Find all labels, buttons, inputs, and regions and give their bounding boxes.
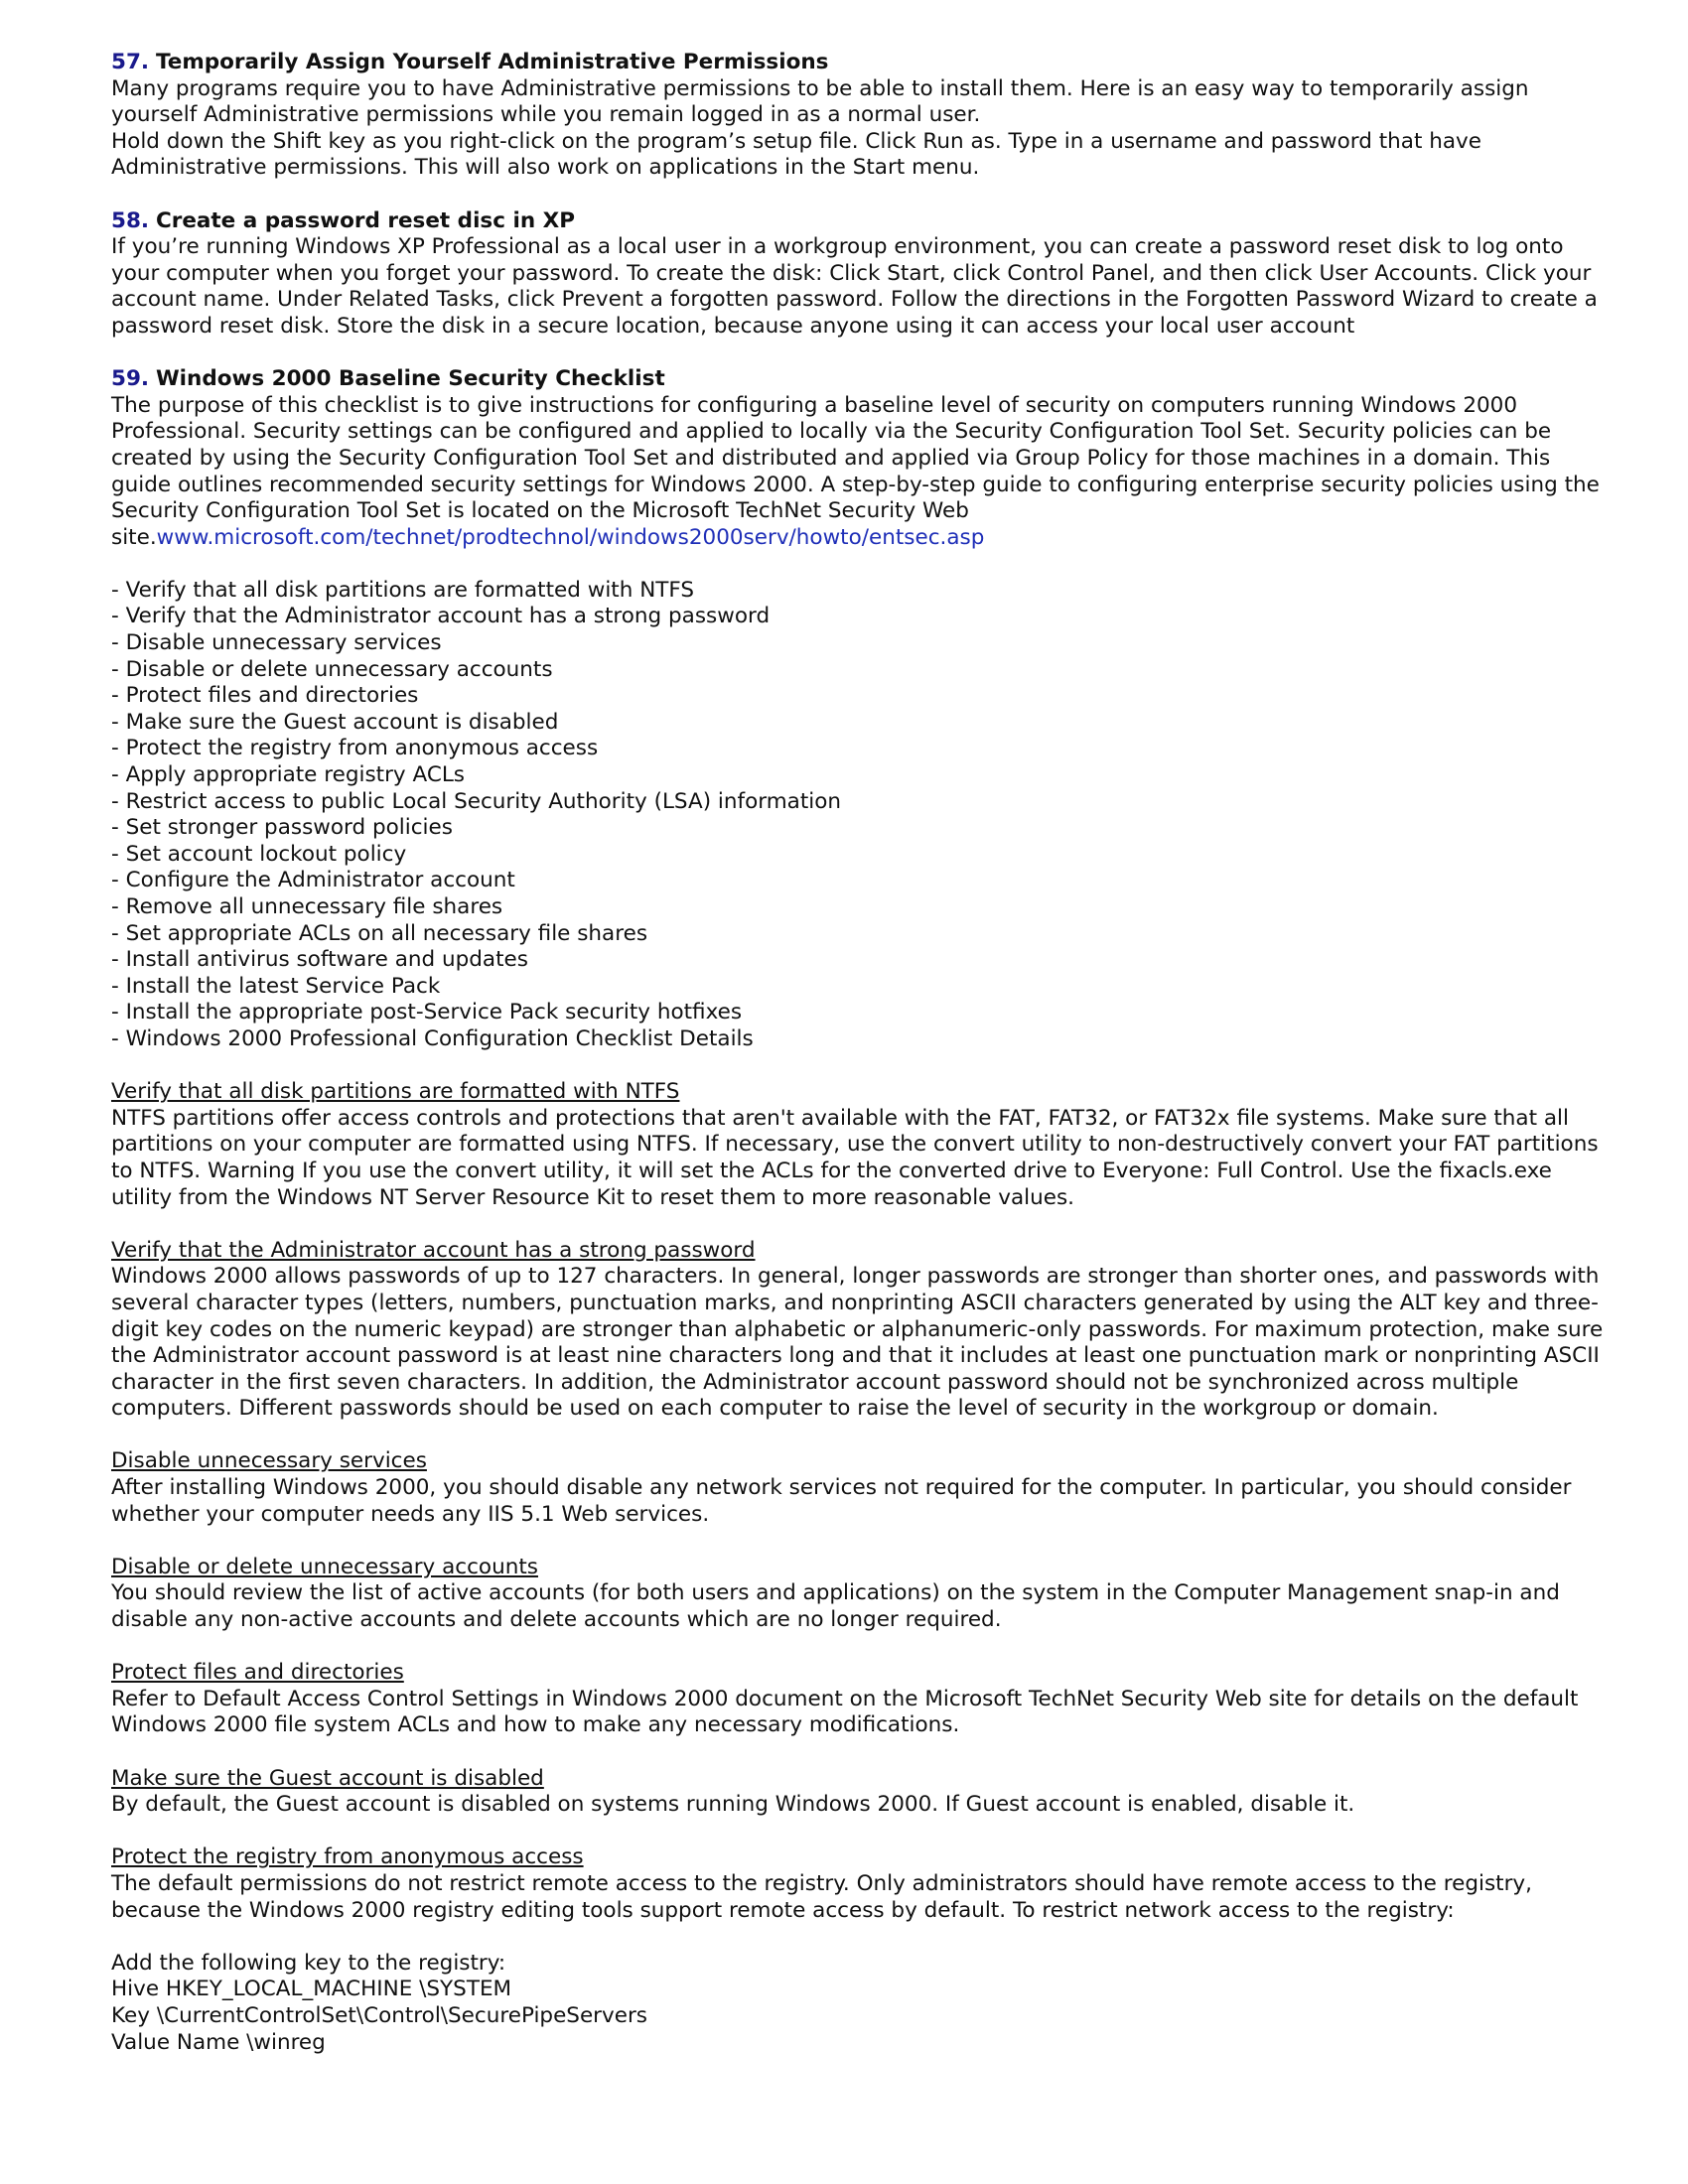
registry-line: Hive HKEY_LOCAL_MACHINE \SYSTEM (111, 1977, 512, 2002)
checklist-item: - Set stronger password policies (111, 815, 453, 841)
tip-intro-text: The purpose of this checklist is to give instructions for configuring a baseline level of security on computers running Windows 2000 Professional. Security settings can be configured and applied to locally via the Security Configuration Tool Set. Security policies can be created by using the Security Configuration Tool Set and distributed and applied via Group Policy for those machines in a domain. This guide outlines recommended security settings for Windows 2000. A step-by-step guide to configuring enterprise security policies using the Security Configuration Tool Set is located on the Microsoft TechNet Security Web site. (111, 392, 1600, 550)
checklist-item: - Restrict access to public Local Security Authority (LSA) information (111, 788, 841, 814)
tip-58 (111, 208, 1606, 341)
detail-body: By default, the Guest account is disabled on systems running Windows 2000. If Guest account is enabled, disable it. (111, 1792, 1355, 1818)
security-checklist (111, 578, 1606, 1053)
tip-heading (111, 366, 1606, 393)
tip-heading (111, 208, 1606, 235)
detail-heading: Protect the registry from anonymous access (111, 1844, 584, 1870)
tip-title: Temporarily Assign Yourself Administrative Permissions (155, 50, 829, 74)
tip-number: 57. (111, 50, 150, 74)
detail-admin-password (111, 1238, 1606, 1423)
detail-guest (111, 1766, 1606, 1819)
checklist-item: - Install the latest Service Pack (111, 973, 441, 999)
registry-line: Add the following key to the registry: (111, 1950, 506, 1976)
tip-57 (111, 50, 1606, 182)
checklist-item: - Disable unnecessary services (111, 630, 442, 656)
detail-heading: Disable or delete unnecessary accounts (111, 1554, 538, 1579)
checklist-item: - Set appropriate ACLs on all necessary file shares (111, 920, 648, 946)
checklist-item: - Protect the registry from anonymous access (111, 736, 599, 761)
tip-paragraph: If you’re running Windows XP Professional as a local user in a workgroup environment, you can create a password reset disk to log onto your computer when you forget your password. To create the disk: Click Start, click Control Panel, and then click User Accounts. Click your account name. Under Related Tasks, click Prevent a forgotten password. Follow the directions in the Forgotten Password Wizard to create a password reset disk. Store the disk in a secure location, because anyone using it can access your local user account (111, 234, 1598, 339)
registry-line: Value Name \winreg (111, 2029, 326, 2055)
tip-paragraph: Many programs require you to have Administrative permissions to be able to install them. Here is an easy way to temporarily assign yourself Administrative permissions while you remain logged in as a normal user. (111, 75, 1529, 128)
checklist-item: - Apply appropriate registry ACLs (111, 762, 466, 788)
detail-body: NTFS partitions offer access controls and protections that aren't available with the FAT, FAT32, or FAT32x file systems. Make sure that all partitions on your computer are formatted using NTFS. If necessary, use the convert utility to non-destructively convert your FAT partitions to NTFS. Warning If you use the convert utility, it will set the ACLs for the converted drive to Everyone: Full Control. Use the fixacls.exe utility from the Windows NT Server Resource Kit to reset them to more reasonable values. (111, 1105, 1599, 1210)
tip-paragraph: Hold down the Shift key as you right-click on the program’s setup file. Click Run as. Type in a username and password that have Administrative permissions. This will also work on applications in the Start menu. (111, 128, 1481, 181)
detail-registry (111, 1844, 1606, 1924)
detail-body: You should review the list of active accounts (for both users and applications) on the system in the Computer Management snap-in and disable any non-active accounts and delete accounts which are no longer required. (111, 1580, 1560, 1633)
checklist-item: - Protect files and directories (111, 683, 419, 709)
document-page (111, 50, 1606, 2056)
registry-line: Key \CurrentControlSet\Control\SecurePipeServers (111, 2002, 647, 2028)
tip-heading (111, 50, 1606, 76)
tip-number: 58. (111, 207, 150, 233)
technet-link[interactable]: www.microsoft.com/technet/prodtechnol/windows2000serv/howto/entsec.asp (156, 524, 985, 550)
checklist-item: - Install the appropriate post-Service Pack security hotfixes (111, 1000, 743, 1025)
checklist-item: - Remove all unnecessary file shares (111, 894, 503, 919)
detail-heading: Verify that all disk partitions are formatted with NTFS (111, 1079, 680, 1105)
checklist-item: - Disable or delete unnecessary accounts (111, 656, 553, 682)
detail-ntfs (111, 1079, 1606, 1211)
detail-heading: Protect files and directories (111, 1660, 404, 1686)
checklist-item: - Verify that the Administrator account has a strong password (111, 604, 771, 629)
detail-accounts (111, 1555, 1606, 1634)
registry-steps (111, 1951, 1606, 2056)
detail-heading: Disable unnecessary services (111, 1448, 427, 1474)
tip-title: Create a password reset disc in XP (155, 207, 575, 233)
detail-heading: Verify that the Administrator account has a strong password (111, 1237, 756, 1263)
detail-body: After installing Windows 2000, you should disable any network services not required for the computer. In particular, you should consider whether your computer needs any IIS 5.1 Web services. (111, 1475, 1572, 1527)
detail-body: The default permissions do not restrict remote access to the registry. Only administrators should have remote access to the registry, because the Windows 2000 registry editing tools support remote access by default. To restrict network access to the registry: (111, 1870, 1532, 1923)
tip-title: Windows 2000 Baseline Security Checklist (155, 366, 665, 392)
checklist-item: - Make sure the Guest account is disabled (111, 709, 559, 735)
detail-heading: Make sure the Guest account is disabled (111, 1765, 544, 1791)
tip-intro (111, 393, 1606, 552)
checklist-item: - Windows 2000 Professional Configuration Checklist Details (111, 1025, 754, 1051)
detail-body: Refer to Default Access Control Settings in Windows 2000 document on the Microsoft TechNet Security Web site for details on the default Windows 2000 file system ACLs and how to make any necessary modifications. (111, 1686, 1579, 1738)
checklist-item: - Install antivirus software and updates (111, 947, 528, 973)
detail-body: Windows 2000 allows passwords of up to 127 characters. In general, longer passwords are stronger than shorter ones, and passwords with several character types (letters, numbers, punctuation marks, and nonprinting ASCII characters generated by using the ALT key and three-digit key codes on the numeric keypad) are stronger than alphabetic or alphanumeric-only passwords. For maximum protection, make sure the Administrator account password is at least nine characters long and that it includes at least one punctuation mark or nonprinting ASCII character in the first seven characters. In addition, the Administrator account password should not be synchronized across multiple computers. Different passwords should be used on each computer to raise the level of security in the workgroup or domain. (111, 1264, 1604, 1422)
checklist-item: - Configure the Administrator account (111, 868, 515, 893)
tip-number: 59. (111, 366, 150, 392)
detail-files (111, 1660, 1606, 1739)
checklist-item: - Set account lockout policy (111, 841, 407, 867)
checklist-item: - Verify that all disk partitions are formatted with NTFS (111, 577, 695, 603)
detail-services (111, 1448, 1606, 1528)
tip-59 (111, 366, 1606, 2056)
